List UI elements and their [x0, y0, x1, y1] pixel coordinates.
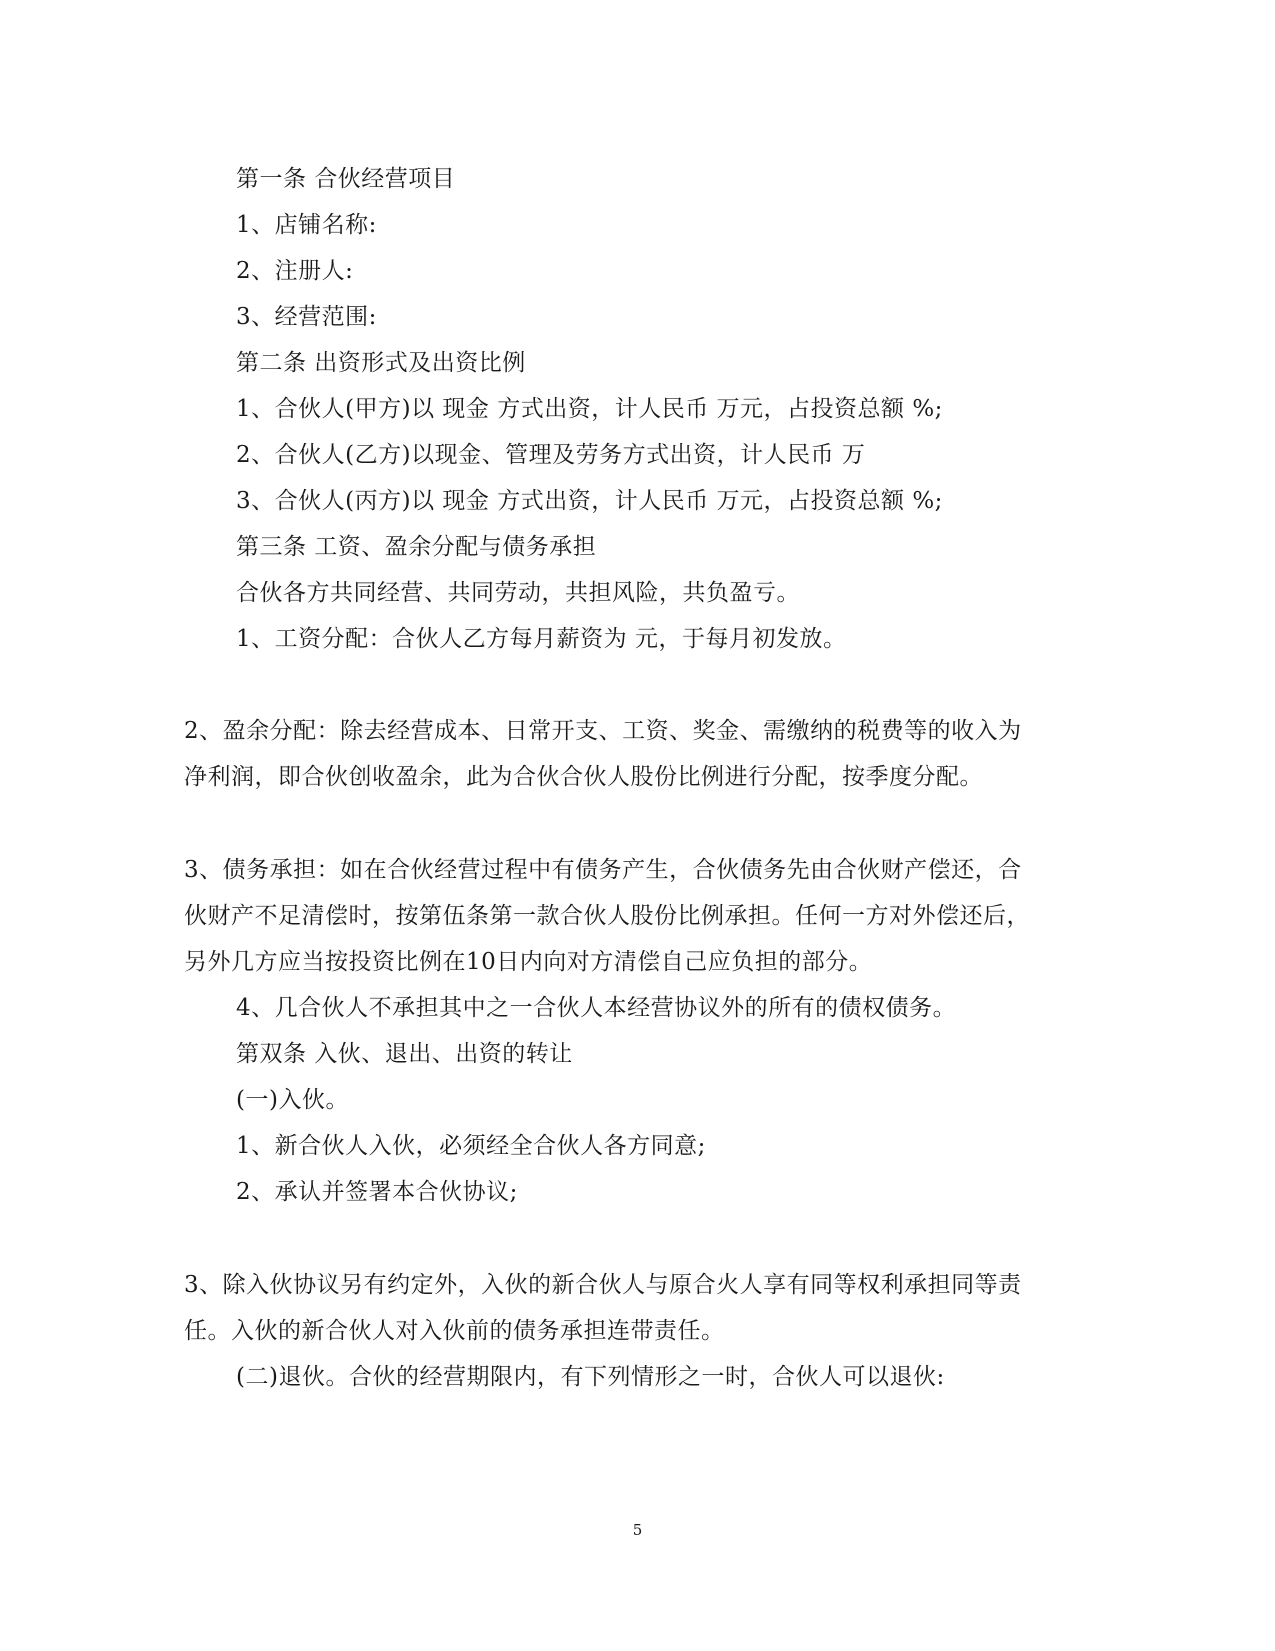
registrant-item: 2、注册人:	[236, 258, 354, 284]
article-3-heading: 第三条 工资、盈余分配与债务承担	[236, 534, 597, 560]
withdrawal-subheading: (二)退伙。合伙的经营期限内，有下列情形之一时，合伙人可以退伙:	[236, 1364, 945, 1390]
joining-item-2: 2、承认并签署本合伙协议;	[236, 1179, 518, 1205]
no-liability-item: 4、几合伙人不承担其中之一合伙人本经营协议外的所有的债权债务。	[236, 995, 957, 1021]
profit-distribution-line-2: 净利润，即合伙创收盈余，此为合伙合伙人股份比例进行分配，按季度分配。	[184, 764, 983, 790]
party-b-contribution: 2、合伙人(乙方)以现金、管理及劳务方式出资，计人民币 万	[236, 442, 866, 468]
joining-item-3-line-1: 3、除入伙协议另有约定外，入伙的新合伙人与原合火人享有同等权利承担同等责	[184, 1272, 1022, 1298]
business-scope-item: 3、经营范围:	[236, 304, 377, 330]
party-c-contribution: 3、合伙人(丙方)以 现金 方式出资，计人民币 万元，占投资总额 %;	[236, 488, 943, 514]
debt-bearing-line-3: 另外几方应当按投资比例在10日内向对方清偿自己应负担的部分。	[184, 949, 873, 975]
debt-bearing-line-2: 伙财产不足清偿时，按第伍条第一款合伙人股份比例承担。任何一方对外偿还后，	[184, 903, 1030, 929]
store-name-item: 1、店铺名称:	[236, 212, 377, 238]
profit-distribution-line-1: 2、盈余分配：除去经营成本、日常开支、工资、奖金、需缴纳的税费等的收入为	[184, 718, 1022, 744]
salary-distribution: 1、工资分配：合伙人乙方每月薪资为 元，于每月初发放。	[236, 626, 847, 652]
debt-bearing-line-1: 3、债务承担：如在合伙经营过程中有债务产生，合伙债务先由合伙财产偿还，合	[184, 857, 1022, 883]
article-2-heading: 第二条 出资形式及出资比例	[236, 350, 526, 376]
page-number: 5	[632, 1521, 643, 1539]
party-a-contribution: 1、合伙人(甲方)以 现金 方式出资，计人民币 万元，占投资总额 %;	[236, 396, 943, 422]
article-1-heading: 第一条 合伙经营项目	[236, 166, 456, 192]
joining-subheading: (一)入伙。	[236, 1087, 349, 1113]
shared-operation-text: 合伙各方共同经营、共同劳动，共担风险，共负盈亏。	[236, 580, 800, 606]
article-4-heading: 第双条 入伙、退出、出资的转让	[236, 1041, 573, 1067]
joining-item-1: 1、新合伙人入伙，必须经全合伙人各方同意;	[236, 1133, 706, 1159]
joining-item-3-line-2: 任。入伙的新合伙人对入伙前的债务承担连带责任。	[184, 1318, 725, 1344]
